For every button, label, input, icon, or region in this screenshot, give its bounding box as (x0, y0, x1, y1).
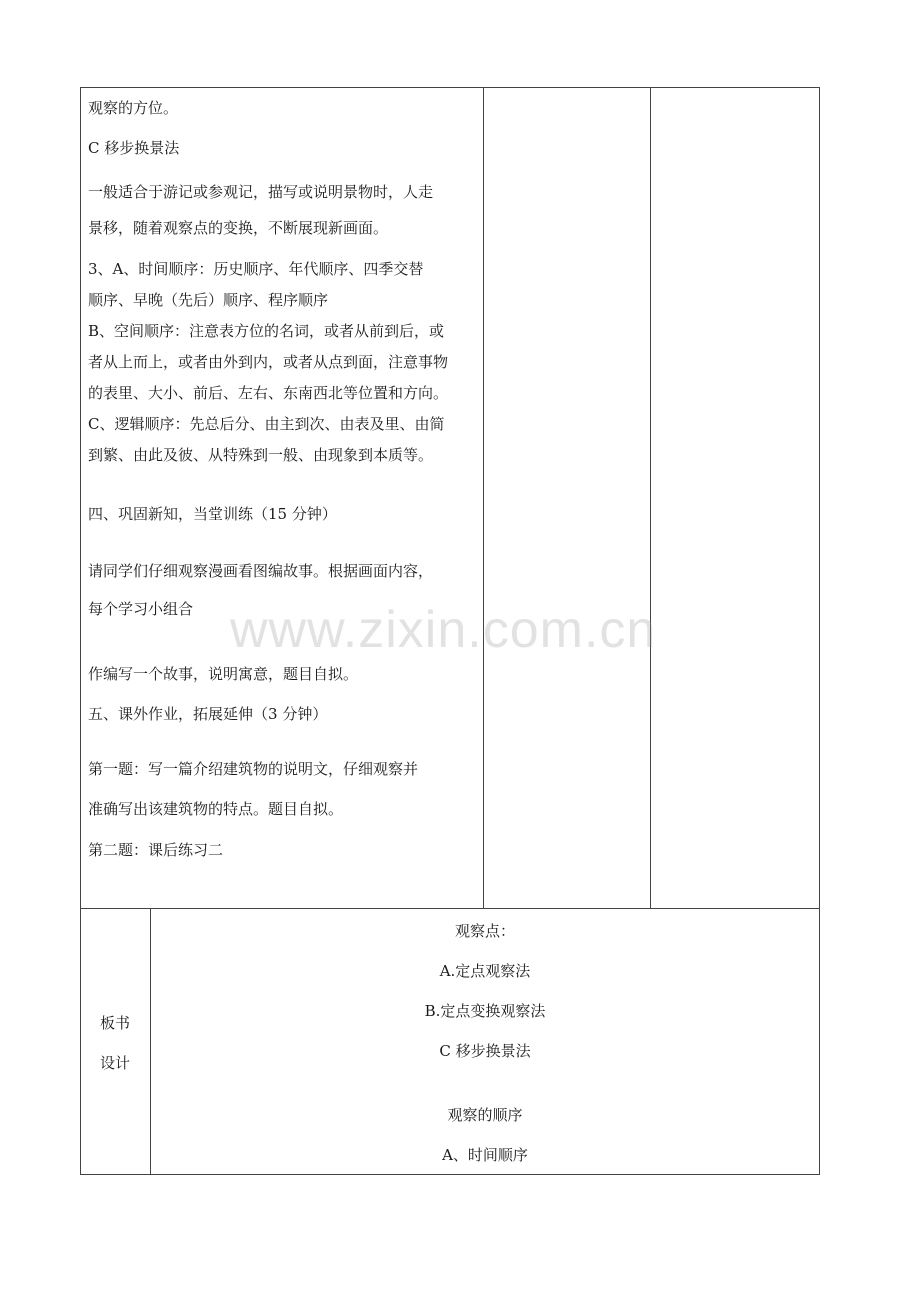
text-line: C、逻辑顺序：先总后分、由主到次、由表及里、由简 (88, 415, 445, 433)
col-divider-1 (483, 87, 484, 909)
board-label-line-2: 设计 (100, 1054, 131, 1072)
col-divider-2 (650, 87, 651, 909)
text-line: C 移步换景法 (88, 139, 180, 157)
text-line: 3、A、时间顺序：历史顺序、年代顺序、四季交替 (88, 260, 424, 278)
text-line: 到繁、由此及彼、从特殊到一般、由现象到本质等。 (88, 446, 434, 464)
board-line: A、时间顺序 (442, 1146, 528, 1164)
text-line: 观察的方位。 (88, 99, 179, 117)
text-line: 一般适合于游记或参观记，描写或说明景物时，人走 (88, 183, 434, 201)
text-line: 者从上而上，或者由外到内，或者从点到面，注意事物 (88, 353, 449, 371)
text-line: 准确写出该建筑物的特点。题目自拟。 (88, 800, 344, 818)
section-heading: 四、巩固新知，当堂训练（15 分钟） (88, 505, 337, 523)
text-line: 第一题：写一篇介绍建筑物的说明文，仔细观察并 (88, 760, 419, 778)
board-line: A.定点观察法 (439, 962, 531, 980)
table-border-bottom (80, 1174, 820, 1175)
table-border-right (819, 87, 820, 1175)
text-line: 第二题：课后练习二 (88, 841, 224, 859)
board-line: 观察点： (454, 922, 515, 940)
text-line: 顺序、早晚（先后）顺序、程序顺序 (88, 291, 329, 309)
row-divider (80, 908, 820, 909)
text-line: 的表里、大小、前后、左右、东南西北等位置和方向。 (88, 384, 449, 402)
text-line: 景移，随着观察点的变换，不断展现新画面。 (88, 219, 389, 237)
text-line: 作编写一个故事，说明寓意，题目自拟。 (88, 665, 359, 683)
section-heading: 五、课外作业，拓展延伸（3 分钟） (88, 705, 328, 723)
text-line: B、空间顺序：注意表方位的名词，或者从前到后，或 (88, 322, 445, 340)
text-line: 每个学习小组合 (88, 600, 194, 618)
board-line: C 移步换景法 (439, 1042, 531, 1060)
watermark-text: www.zixin.com.cn (230, 601, 657, 659)
board-line: B.定点变换观察法 (424, 1002, 546, 1020)
board-label-line-1: 板书 (100, 1014, 131, 1032)
text-line: 请同学们仔细观察漫画看图编故事。根据画面内容， (88, 562, 434, 580)
table-border-top (80, 87, 820, 88)
table-border-left (80, 87, 81, 1175)
board-line: 观察的顺序 (447, 1106, 523, 1124)
